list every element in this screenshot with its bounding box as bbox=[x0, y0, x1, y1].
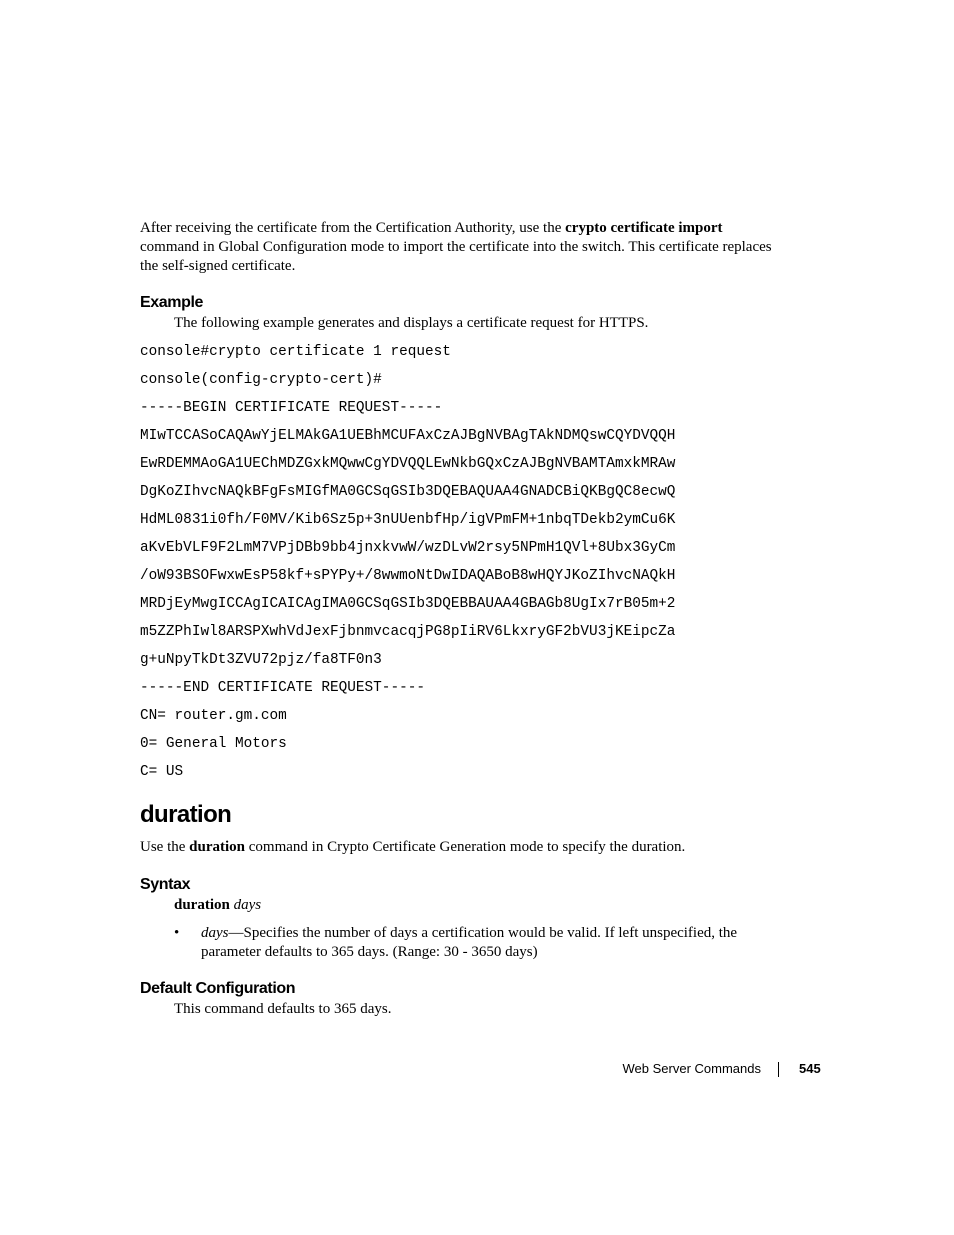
default-config-text: This command defaults to 365 days. bbox=[174, 1001, 392, 1017]
code-line: -----BEGIN CERTIFICATE REQUEST----- bbox=[140, 400, 443, 416]
syntax-line bbox=[174, 896, 261, 915]
parameter-name: days bbox=[201, 925, 229, 941]
code-line: aKvEbVLF9F2LmM7VPjDBb9bb4jnxkvwW/wzDLvW2rsy5NPmH1QVl+8Ubx3GyCm bbox=[140, 540, 676, 556]
code-line: console(config-crypto-cert)# bbox=[140, 372, 382, 388]
code-line: m5ZZPhIwl8ARSPXwhVdJexFjbnmvcacqjPG8pIiRV6LkxryGF2bVU3jKEipcZa bbox=[140, 624, 676, 640]
code-line: /oW93BSOFwxwEsP58kf+sPYPy+/8wwmoNtDwIDAQABoB8wHQYJKoZIhvcNAQkH bbox=[140, 568, 676, 584]
intro-text-post: command in Global Configuration mode to import the certificate into the switch. This certificate replaces the self-signed certificate. bbox=[140, 239, 772, 274]
code-line: -----END CERTIFICATE REQUEST----- bbox=[140, 680, 425, 696]
description-text-pre: Use the bbox=[140, 839, 190, 855]
code-line: CN= router.gm.com bbox=[140, 708, 287, 724]
command-title: duration bbox=[140, 801, 232, 828]
code-line: g+uNpyTkDt3ZVU72pjz/fa8TF0n3 bbox=[140, 652, 382, 668]
page-number: 545 bbox=[799, 1061, 821, 1076]
bullet-icon: • bbox=[174, 925, 180, 941]
code-line: 0= General Motors bbox=[140, 736, 287, 752]
example-description: The following example generates and displays a certificate request for HTTPS. bbox=[174, 315, 649, 331]
example-heading: Example bbox=[140, 294, 204, 311]
code-line: console#crypto certificate 1 request bbox=[140, 344, 451, 360]
syntax-heading: Syntax bbox=[140, 876, 191, 893]
description-command: duration bbox=[189, 839, 246, 855]
command-description bbox=[140, 838, 685, 857]
intro-paragraph bbox=[140, 219, 780, 276]
code-line: DgKoZIhvcNAQkBFgFsMIGfMA0GCSqGSIb3DQEBAQUAA4GNADCBiQKBgQC8ecwQ bbox=[140, 484, 676, 500]
code-line: C= US bbox=[140, 764, 184, 780]
code-line: MIwTCCASoCAQAwYjELMAkGA1UEBhMCUFAxCzAJBgNVBAgTAkNDMQswCQYDVQQH bbox=[140, 428, 676, 444]
intro-command: crypto certificate import bbox=[565, 220, 723, 236]
code-line: EwRDEMMAoGA1UEChMDZGxkMQwwCgYDVQQLEwNkbGQxCzAJBgNVBAMTAmxkMRAw bbox=[140, 456, 676, 472]
parameter-text: —Specifies the number of days a certification would be valid. If left unspecified, the parameter defaults to 365 days. (Range: 30 - 3650 days) bbox=[201, 925, 738, 960]
code-line: HdML0831i0fh/F0MV/Kib6Sz5p+3nUUenbfHp/igVPmFM+1nbqTDekb2ymCu6K bbox=[140, 512, 676, 528]
parameter-description bbox=[201, 924, 781, 962]
code-line: MRDjEyMwgICCAgICAICAgIMA0GCSqGSIb3DQEBBAUAA4GBAGb8UgIx7rB05m+2 bbox=[140, 596, 676, 612]
footer-section-title: Web Server Commands bbox=[622, 1061, 761, 1076]
default-config-heading: Default Configuration bbox=[140, 980, 296, 997]
description-text-post: command in Crypto Certificate Generation mode to specify the duration. bbox=[245, 839, 686, 855]
footer-divider bbox=[778, 1062, 779, 1077]
intro-text-pre: After receiving the certificate from the Certification Authority, use the bbox=[140, 220, 566, 236]
syntax-argument: days bbox=[233, 897, 262, 913]
syntax-command: duration bbox=[174, 897, 230, 913]
